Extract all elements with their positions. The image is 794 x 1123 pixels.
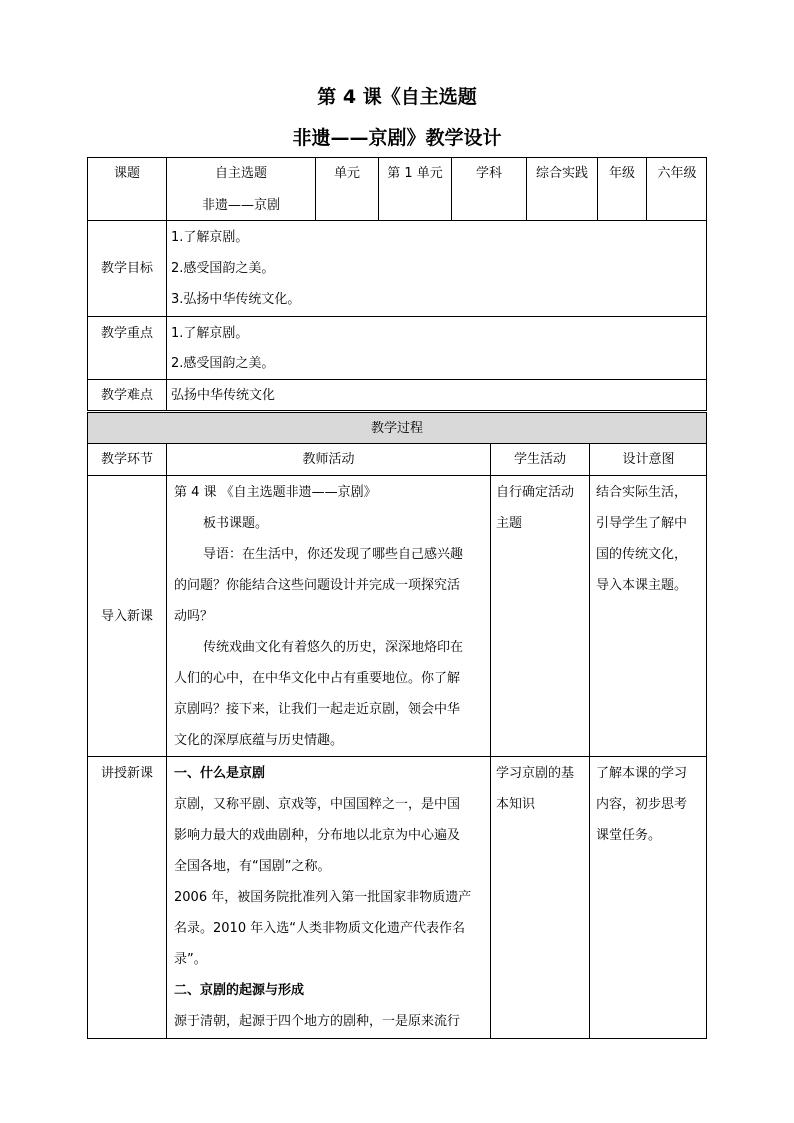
intro-intent-line: 引导学生了解中 bbox=[596, 516, 688, 531]
intro-stage: 导入新课 bbox=[100, 609, 153, 624]
difficulty-text: 弘扬中华传统文化 bbox=[171, 388, 276, 403]
unit-value: 第 1 单元 bbox=[387, 166, 443, 181]
col-teacher-header: 教师活动 bbox=[302, 452, 355, 467]
lecture-intent-line: 课堂任务。 bbox=[596, 828, 662, 843]
intro-teacher-line: 动吗？ bbox=[174, 609, 214, 624]
col-intent-header: 设计意图 bbox=[622, 452, 675, 467]
grade-label: 年级 bbox=[608, 166, 635, 181]
intro-teacher-line: 文化的深厚底蕴与历史情趣。 bbox=[174, 733, 344, 748]
col-stage-header: 教学环节 bbox=[100, 452, 153, 467]
lecture-teacher-line: 2006 年，被国务院批准列入第一批国家非物质遗产 bbox=[174, 890, 472, 905]
unit-label: 单元 bbox=[333, 166, 360, 181]
lecture-teacher-line: 全国各地，有“国剧”之称。 bbox=[174, 859, 331, 874]
col-student-header: 学生活动 bbox=[513, 452, 566, 467]
intro-teacher-line: 传统戏曲文化有着悠久的历史，深深地烙印在 bbox=[203, 640, 464, 655]
key-point-item: 2.感受国韵之美。 bbox=[171, 356, 275, 371]
subject-value-line-2: 非遗——京剧 bbox=[201, 198, 280, 213]
document-title-line-1: 第 4 课《自主选题 bbox=[317, 86, 477, 108]
lecture-intent-line: 了解本课的学习 bbox=[596, 766, 688, 781]
key-point-item: 1.了解京剧。 bbox=[171, 326, 249, 341]
subject-value-line-1: 自主选题 bbox=[214, 166, 267, 181]
intro-teacher-line: 板书课题。 bbox=[203, 516, 269, 531]
objective-item: 3.弘扬中华传统文化。 bbox=[171, 292, 301, 307]
lecture-intent-line: 内容，初步思考 bbox=[596, 797, 688, 812]
discipline-label: 学科 bbox=[475, 166, 502, 181]
lecture-student-line: 本知识 bbox=[496, 797, 536, 812]
intro-teacher-line: 京剧吗？接下来，让我们一起走近京剧，领会中华 bbox=[174, 702, 461, 717]
lecture-teacher-line: 源于清朝，起源于四个地方的剧种，一是原来流行 bbox=[174, 1014, 461, 1029]
document-title-line-2: 非遗——京剧》教学设计 bbox=[292, 127, 502, 149]
intro-intent-line: 国的传统文化， bbox=[596, 547, 688, 562]
lecture-student-line: 学习京剧的基 bbox=[496, 766, 575, 781]
key-points-label: 教学重点 bbox=[100, 326, 153, 341]
lecture-teacher-line: 名录。2010 年入选“人类非物质文化遗产代表作名 bbox=[174, 921, 465, 936]
discipline-value: 综合实践 bbox=[535, 166, 588, 181]
intro-student-line: 自行确定活动 bbox=[496, 485, 575, 500]
objective-item: 1.了解京剧。 bbox=[171, 230, 249, 245]
objective-item: 2.感受国韵之美。 bbox=[171, 261, 275, 276]
lecture-heading: 一、什么是京剧 bbox=[174, 766, 266, 781]
process-title: 教学过程 bbox=[370, 421, 423, 436]
lecture-stage: 讲授新课 bbox=[100, 766, 153, 781]
intro-teacher-line: 第 4 课 《自主选题非遗——京剧》 bbox=[174, 485, 377, 500]
intro-intent-line: 导入本课主题。 bbox=[596, 578, 688, 593]
intro-student-line: 主题 bbox=[496, 516, 523, 531]
intro-teacher-line: 人们的心中，在中华文化中占有重要地位。你了解 bbox=[174, 671, 461, 686]
intro-teacher-line: 的问题？你能结合这些问题设计并完成一项探究活 bbox=[174, 578, 461, 593]
grade-value: 六年级 bbox=[657, 166, 697, 181]
objectives-label: 教学目标 bbox=[100, 261, 153, 276]
intro-teacher-line: 导语：在生活中，你还发现了哪些自己感兴趣 bbox=[203, 547, 464, 562]
lecture-teacher-line: 影响力最大的戏曲剧种，分布地以北京为中心遍及 bbox=[174, 828, 461, 843]
lecture-teacher-line: 京剧，又称平剧、京戏等，中国国粹之一，是中国 bbox=[174, 797, 461, 812]
difficulty-label: 教学难点 bbox=[100, 388, 153, 403]
intro-intent-line: 结合实际生活， bbox=[596, 485, 688, 500]
lecture-teacher-line: 录”。 bbox=[174, 952, 207, 967]
subject-label: 课题 bbox=[113, 166, 140, 181]
lecture-heading: 二、京剧的起源与形成 bbox=[174, 983, 305, 998]
